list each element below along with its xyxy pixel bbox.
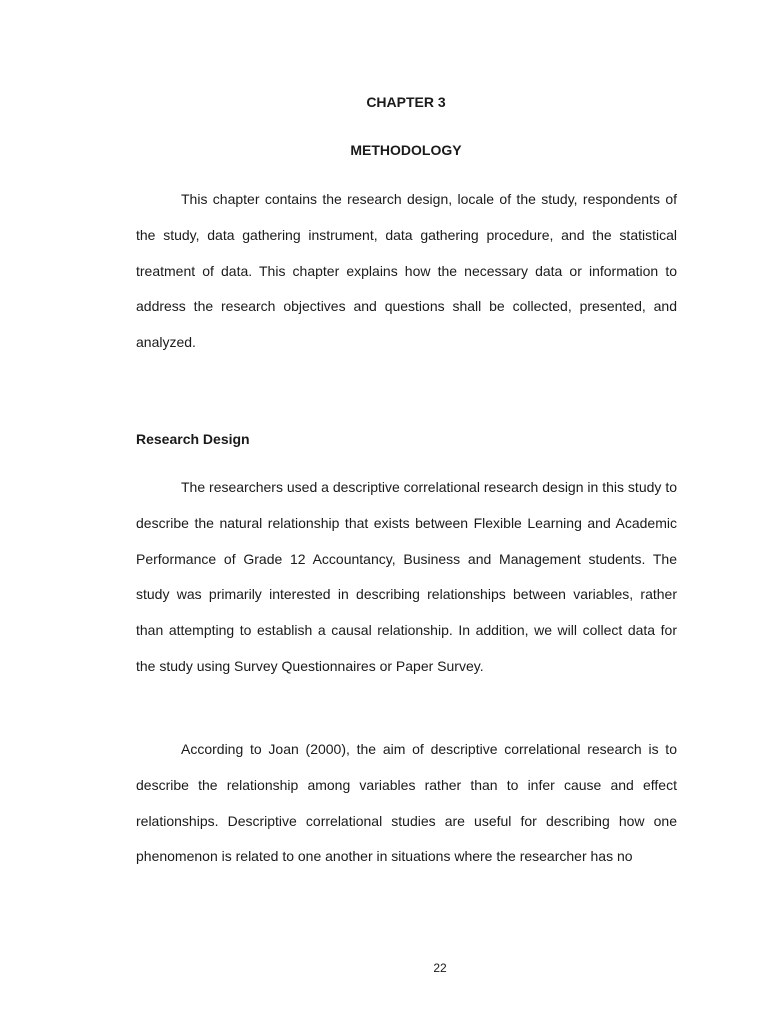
chapter-label: CHAPTER 3 bbox=[366, 94, 446, 110]
research-design-paragraph-1: The researchers used a descriptive correlational research design in this study to describe the natural relationship that exists between Flexible Learning and Academic Performance of Grade 12 Accountancy, Business and Management students. The study was primarily interested in describing relationships between variables, rather than attempting to establish a causal relationship. In addition, we will collect data for the study using Survey Questionnaires or Paper Survey. bbox=[136, 479, 677, 674]
chapter-title: METHODOLOGY bbox=[350, 142, 462, 158]
page-number: 22 bbox=[433, 961, 447, 975]
intro-paragraph: This chapter contains the research design, locale of the study, respondents of the study, data gathering instrument, data gathering procedure, and the statistical treatment of data. This chapter explains how the necessary data or information to address the research objectives and questions shall be collected, presented, and analyzed. bbox=[136, 191, 677, 351]
research-design-paragraph-2: According to Joan (2000), the aim of descriptive correlational research is to describe the relationship among variables rather than to infer cause and effect relationships. Descriptive correlational studies are useful for describing how one phenomenon is related to one another in situations where the researcher has no bbox=[136, 741, 677, 865]
section-heading-research-design: Research Design bbox=[136, 431, 250, 447]
